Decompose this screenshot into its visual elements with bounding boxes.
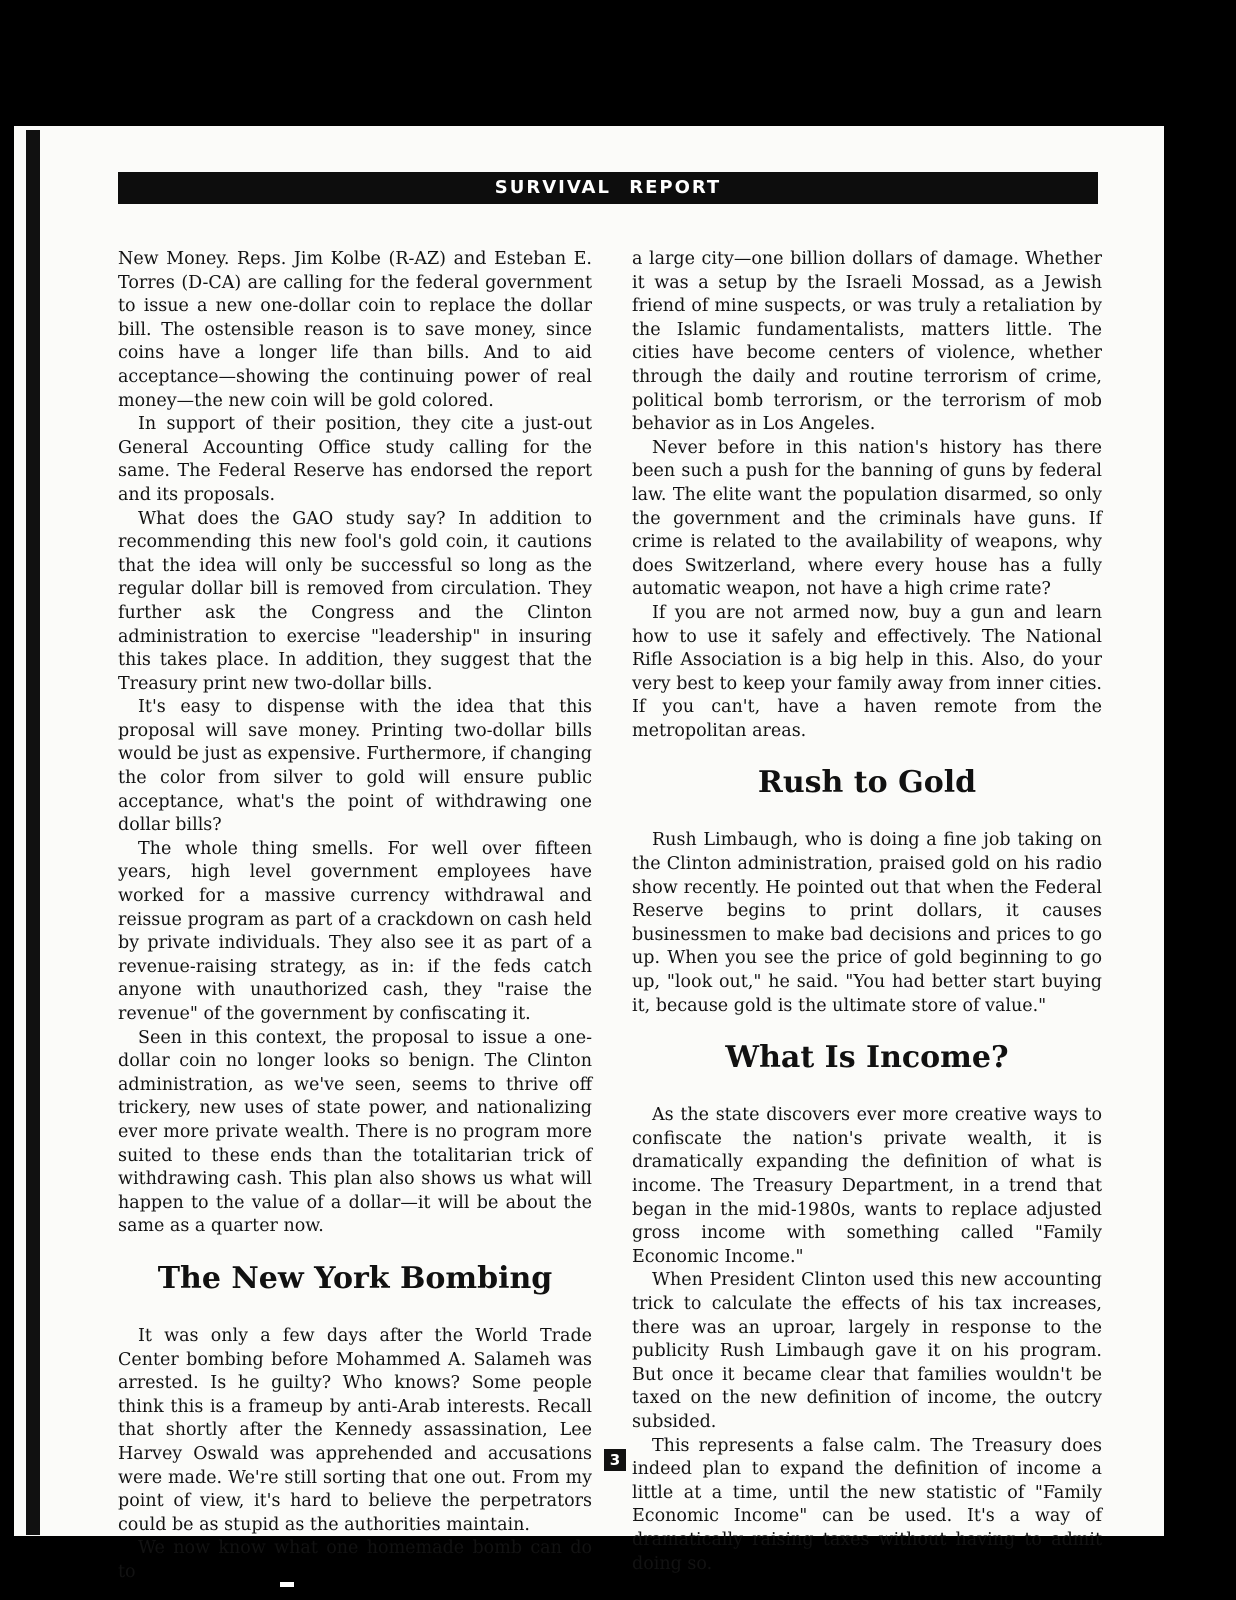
left-column bbox=[118, 248, 592, 1584]
paragraph: a large city—one billion dollars of damage. Whether it was a setup by the Israeli Mossad, as a Jewish friend of mine suspects, or was truly a retaliation by the Islamic fundamentalists, matters little. The cities have become centers of violence, whether through the daily and routine terrorism of crime, political bomb terrorism, or the terrorism of mob behavior as in Los Angeles. bbox=[632, 249, 1102, 435]
binding-edge bbox=[26, 130, 40, 1535]
paragraph: It was only a few days after the World Trade Center bombing before Mohammed A. Salameh was arrested. Is he guilty? Who knows? Some people think this is a frameup by anti-Arab interests. Recall that shortly after the Kennedy assassination, Lee Harvey Oswald was apprehended and accusations were made. We're still sorting that one out. From my point of view, it's hard to believe the perpetrators could be as stupid as the authorities maintain. bbox=[118, 1325, 592, 1535]
right-column bbox=[632, 248, 1102, 1576]
page-number: 3 bbox=[604, 1449, 626, 1471]
paragraph: This represents a false calm. The Treasury does indeed plan to expand the definition of income a little at a time, until the new statistic of "Family Economic Income" can be used. It's a way of dramatically raising taxes without having to admit doing so. bbox=[632, 1435, 1102, 1574]
paragraph: We now know what one homemade bomb can do to bbox=[118, 1538, 592, 1582]
paragraph: The whole thing smells. For well over fifteen years, high level government employees have worked for a massive currency withdrawal and reissue program as part of a crackdown on cash held by private individuals. They also see it as part of a revenue-raising strategy, as in: if the feds catch anyone with unauthorized cash, they "raise the revenue" of the government by confiscating it. bbox=[118, 838, 592, 1024]
paragraph: It's easy to dispense with the idea that this proposal will save money. Printing two-dollar bills would be just as expensive. Furthermore, if changing the color from silver to gold will ensure public acceptance, what's the point of withdrawing one dollar bills? bbox=[118, 697, 592, 836]
scan-mark bbox=[280, 1582, 294, 1587]
section-heading: What Is Income? bbox=[725, 1040, 1009, 1076]
paragraph: If you are not armed now, buy a gun and learn how to use it safely and effectively. The National Rifle Association is a big help in this. Also, do your very best to keep your family away from inner cities. If you can't, have a haven remote from the metropolitan areas. bbox=[632, 602, 1102, 741]
paragraph: Never before in this nation's history has there been such a push for the banning of guns by federal law. The elite want the population disarmed, so only the government and the criminals have guns. If crime is related to the availability of weapons, why does Switzerland, where every house has a fully automatic weapon, not have a high crime rate? bbox=[632, 437, 1102, 600]
section-header: SURVIVAL REPORT bbox=[118, 172, 1098, 204]
paragraph: Rush Limbaugh, who is doing a fine job taking on the Clinton administration, praised gold on his radio show recently. He pointed out that when the Federal Reserve begins to print dollars, it causes businessmen to make bad decisions and prices to go up. When you see the price of gold beginning to go up, "look out," he said. "You had better start buying it, because gold is the ultimate store of value." bbox=[632, 830, 1102, 1016]
paragraph: When President Clinton used this new accounting trick to calculate the effects of his tax increases, there was an uproar, largely in response to the publicity Rush Limbaugh gave it on his program. But once it became clear that families wouldn't be taxed on the new definition of income, the outcry subsided. bbox=[632, 1270, 1102, 1432]
section-heading: The New York Bombing bbox=[157, 1260, 553, 1296]
paragraph: New Money. Reps. Jim Kolbe (R-AZ) and Esteban E. Torres (D-CA) are calling for the federal government to issue a new one-dollar coin to replace the dollar bill. The ostensible reason is to save money, since coins have a longer life than bills. And to aid acceptance—showing the continuing power of real money—the new coin will be gold colored. bbox=[118, 249, 592, 411]
paragraph: What does the GAO study say? In addition to recommending this new fool's gold coin, it cautions that the idea will only be successful so long as the regular dollar bill is removed from circulation. They further ask the Congress and the Clinton administration to exercise "leadership" in insuring this takes place. In addition, they suggest that the Treasury print new two-dollar bills. bbox=[118, 508, 592, 694]
paragraph: In support of their position, they cite a just-out General Accounting Office study calling for the same. The Federal Reserve has endorsed the report and its proposals. bbox=[118, 414, 592, 505]
paragraph: As the state discovers ever more creative ways to confiscate the nation's private wealth, it is dramatically expanding the definition of what is income. The Treasury Department, in a trend that began in the mid-1980s, wants to replace adjusted gross income with something called "Family Economic Income." bbox=[632, 1105, 1102, 1267]
paragraph: Seen in this context, the proposal to issue a one-dollar coin no longer looks so benign. The Clinton administration, as we've seen, seems to thrive off trickery, new uses of state power, and nationalizing ever more private wealth. There is no program more suited to these ends than the totalitarian trick of withdrawing cash. This plan also shows us what will happen to the value of a dollar—it will be about the same as a quarter now. bbox=[118, 1027, 592, 1237]
section-heading: Rush to Gold bbox=[757, 765, 977, 801]
